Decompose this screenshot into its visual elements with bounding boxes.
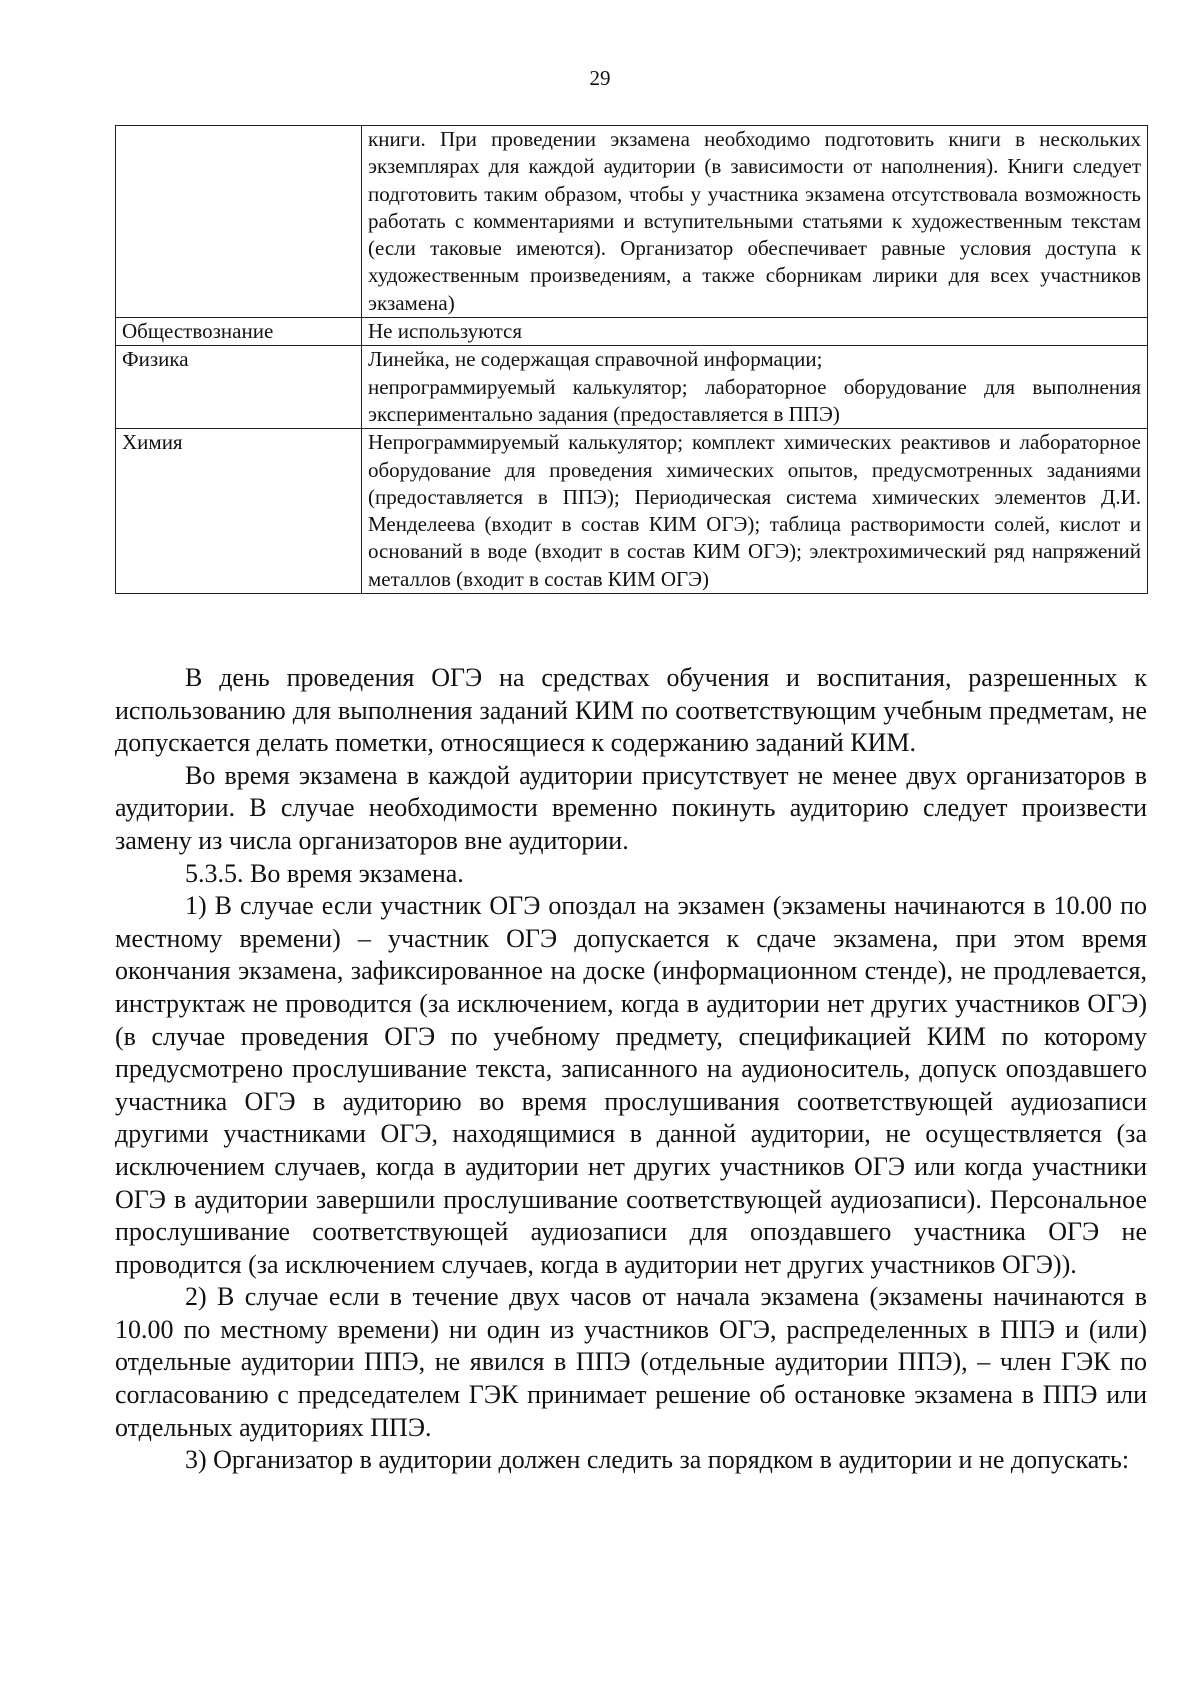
paragraph: 2) В случае если в течение двух часов от начала экзамена (экзамены начинаются в 10.00 по местному времени) ни один из участников ОГЭ, распределенных в ППЭ и (или) отдельные аудитории ППЭ, не явился в ППЭ (отдельные аудитории ППЭ), – член ГЭК по согласованию с председателем ГЭК принимает решение об остановке экзамена в ППЭ или отдельных аудиториях ППЭ. bbox=[115, 1282, 1147, 1442]
page-number: 29 bbox=[589, 66, 611, 90]
section-heading: 5.3.5. Во время экзамена. bbox=[185, 858, 464, 888]
table-row bbox=[116, 126, 1148, 318]
materials-line: Линейка, не содержащая справочной информации; bbox=[368, 347, 823, 372]
table-row bbox=[116, 346, 1148, 429]
materials-cell: Непрограммируемый калькулятор; комплект химических реактивов и лабораторное оборудование для проведения химических опытов, предусмотренных заданиями (предоставляется в ППЭ); Периодическая система химических элементов Д.И. Менделеева (входит в состав КИМ ОГЭ); таблица растворимости солей, кислот и оснований в воде (входит в состав КИМ ОГЭ); электрохимический ряд напряжений металлов (входит в состав КИМ ОГЭ) bbox=[362, 429, 1148, 594]
paragraph: В день проведения ОГЭ на средствах обучения и воспитания, разрешенных к использованию для выполнения заданий КИМ по соответствующим учебным предметам, не допускается делать пометки, относящиеся к содержанию заданий КИМ. bbox=[115, 663, 1147, 758]
paragraph: 1) В случае если участник ОГЭ опоздал на экзамен (экзамены начинаются в 10.00 по местному времени) – участник ОГЭ допускается к сдаче экзамена, при этом время окончания экзамена, зафиксированное на доске (информационном стенде), не продлевается, инструктаж не проводится (за исключением, когда в аудитории нет других участников ОГЭ) (в случае проведения ОГЭ по учебному предмету, спецификацией КИМ по которому предусмотрено прослушивание текста, записанного на аудионоситель, допуск опоздавшего участника ОГЭ в аудиторию во время прослушивания соответствующей аудиозаписи другими участниками ОГЭ, находящимися в данной аудитории, не осуществляется (за исключением случаев, когда в аудитории нет других участников ОГЭ или когда участники ОГЭ в аудитории завершили прослушивание соответствующей аудиозаписи). Персональное прослушивание соответствующей аудиозаписи для опоздавшего участника ОГЭ не проводится (за исключением случаев, когда в аудитории нет других участников ОГЭ)). bbox=[115, 891, 1147, 1279]
materials-cell bbox=[362, 346, 1148, 429]
subject-cell: Обществознание bbox=[116, 318, 362, 346]
exam-materials-table bbox=[115, 125, 1148, 594]
subject-cell bbox=[116, 126, 362, 318]
body-text bbox=[115, 662, 1147, 1477]
materials-cell: книги. При проведении экзамена необходимо подготовить книги в нескольких экземплярах для каждой аудитории (в зависимости от наполнения). Книги следует подготовить таким образом, чтобы у участника экзамена отсутствовала возможность работать с комментариями и вступительными статьями к художественным текстам (если таковые имеются). Организатор обеспечивает равные условия доступа к художественным произведениям, а также сборникам лирики для всех участников экзамена) bbox=[362, 126, 1148, 318]
table-row bbox=[116, 429, 1148, 594]
subject-cell: Химия bbox=[116, 429, 362, 594]
materials-line: непрограммируемый калькулятор; лабораторное оборудование для выполнения экспериментально задания (предоставляется в ППЭ) bbox=[368, 374, 1141, 426]
paragraph: Во время экзамена в каждой аудитории присутствует не менее двух организаторов в аудитории. В случае необходимости временно покинуть аудиторию следует произвести замену из числа организаторов вне аудитории. bbox=[115, 760, 1147, 855]
subject-cell: Физика bbox=[116, 346, 362, 429]
materials-cell: Не используются bbox=[362, 318, 1148, 346]
table-row bbox=[116, 318, 1148, 346]
paragraph: 3) Организатор в аудитории должен следить за порядком в аудитории и не допускать: bbox=[185, 1445, 1130, 1475]
